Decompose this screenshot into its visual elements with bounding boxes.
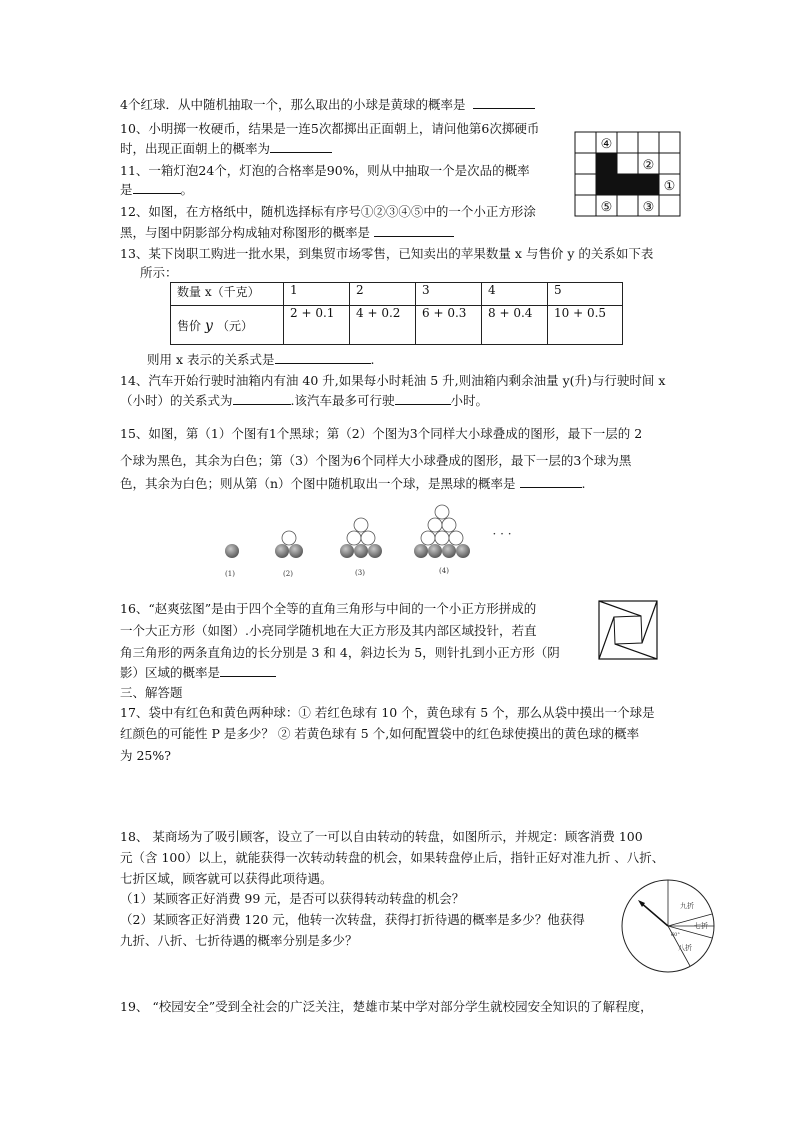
table-cell: 8 + 0.4	[482, 306, 548, 345]
white-ball	[354, 518, 368, 532]
table-cell: 4	[482, 283, 548, 306]
figure-label: (3)	[355, 569, 365, 577]
q11-line2: 是 。	[120, 182, 194, 197]
black-ball	[456, 544, 470, 558]
grid-label-1: ①	[663, 179, 676, 194]
grid-figure	[574, 131, 684, 217]
q16-line4: 影）区域的概率是	[120, 664, 276, 682]
white-ball	[361, 531, 375, 545]
black-ball	[414, 544, 428, 558]
q18-line1: 18、 某商场为了吸引顾客，设立了一可以自由转动的转盘，如图所示，并规定：顾客消费 100	[120, 829, 643, 844]
black-ball	[442, 544, 456, 558]
answer-blank[interactable]	[473, 96, 535, 109]
q10-line1: 10、小明掷一枚硬币，结果是一连5次都掷出正面朝上，请问他第6次掷硬币	[120, 121, 540, 136]
black-ball	[340, 544, 354, 558]
sector-label: 九折	[680, 902, 694, 910]
table-cell: 1	[284, 283, 350, 306]
q13-line1: 13、某下岗职工购进一批水果，到集贸市场零售，已知卖出的苹果数量 x 与售价 y 的关系如下表	[120, 246, 654, 261]
section-title: 三、解答题	[120, 685, 183, 700]
sector-label: 八折	[678, 944, 692, 952]
figure-label: (2)	[283, 570, 293, 578]
white-ball	[282, 531, 296, 545]
price-table	[170, 282, 623, 345]
table-cell: 10 + 0.5	[548, 306, 623, 345]
q10-line2: 时，出现正面朝上的概率为	[120, 140, 332, 158]
grid-label-4: ④	[600, 137, 613, 152]
zhao-shuang-diagram	[598, 600, 660, 662]
q15-line1: 15、如图，第（1）个图有1个黑球；第（2）个图为3个同样大小球叠成的图形，最下一层的 2	[120, 426, 643, 441]
answer-blank[interactable]	[275, 351, 371, 364]
table-cell: 6 + 0.3	[416, 306, 482, 345]
q17-line1: 17、袋中有红色和黄色两种球：① 若红色球有 10 个，黄色球有 5 个，那么从袋中摸出一个球是	[120, 705, 655, 720]
q18-line2: 元（含 100）以上，就能获得一次转动转盘的机会，如果转盘停止后，指针正好对准九折 、八折、	[120, 850, 665, 865]
answer-blank[interactable]	[270, 140, 332, 153]
white-ball	[347, 531, 361, 545]
q16-line3: 角三角形的两条直角边的长分别是 3 和 4，斜边长为 5，则针扎到小正方形（阴	[120, 645, 560, 660]
q16-line1: 16、“赵爽弦图”是由于四个全等的直角三角形与中间的一个小正方形拼成的	[120, 601, 537, 616]
answer-blank[interactable]	[220, 664, 276, 677]
white-ball	[435, 531, 449, 545]
table-cell: 4 + 0.2	[350, 306, 416, 345]
q15-line3: 色，其余为白色；则从第（n）个图中随机取出一个球，是黑球的概率是 .	[120, 476, 586, 491]
black-ball	[354, 544, 368, 558]
table-row-label: 售价 y （元）	[171, 306, 284, 345]
answer-blank[interactable]	[520, 475, 582, 488]
white-ball	[449, 531, 463, 545]
grid-label-2: ②	[642, 158, 655, 173]
q18-line5: （2）某顾客正好消费 120 元，他转一次转盘，获得打折待遇的概率是多少？他获得	[120, 912, 585, 927]
q12-line1: 12、如图，在方格纸中，随机选择标有序号①②③④⑤中的一个小正方形涂	[120, 204, 536, 219]
table-cell: 2 + 0.1	[284, 306, 350, 345]
table-header: 数量 x（千克）	[171, 283, 284, 306]
black-ball	[225, 544, 239, 558]
q12-line2: 黑，与图中阴影部分构成轴对称图形的概率是	[120, 224, 454, 242]
answer-blank[interactable]	[395, 392, 451, 405]
q16-line2: 一个大正方形（如图）.小亮同学随机地在大正方形及其内部区域投针，若直	[120, 623, 537, 638]
q11-line1: 11、一箱灯泡24个，灯泡的合格率是90%，则从中抽取一个是次品的概率	[120, 163, 530, 178]
black-ball	[428, 544, 442, 558]
white-ball	[442, 518, 456, 532]
grid-label-5: ⑤	[600, 200, 613, 215]
grid-label-3: ③	[642, 200, 655, 215]
black-ball	[275, 544, 289, 558]
answer-blank[interactable]	[133, 181, 181, 194]
answer-blank[interactable]	[374, 224, 454, 237]
white-ball	[435, 505, 449, 519]
stacked-balls-figure	[216, 496, 526, 584]
figure-label: (1)	[225, 570, 235, 578]
q17-line2: 红颜色的可能性 P 是多少？ ② 若黄色球有 5 个,如何配置袋中的红色球使摸出的黄色球的概率	[120, 726, 640, 741]
table-cell: 3	[416, 283, 482, 306]
q14-line1: 14、汽车开始行驶时油箱内有油 40 升,如果每小时耗油 5 升,则油箱内剩余油量 y(升)与行驶时间 x	[120, 373, 666, 388]
angle-label: 60°	[671, 932, 680, 938]
q17-line3: 为 25%?	[120, 748, 171, 763]
q19-line1: 19、 “校园安全”受到全社会的广泛关注，楚雄市某中学对部分学生就校园安全知识的了解程度，	[120, 999, 653, 1014]
q18-line6: 九折、八折、七折待遇的概率分别是多少？	[120, 933, 358, 948]
q13-line2: 所示：	[140, 265, 178, 280]
white-ball	[421, 531, 435, 545]
q9-tail: 4个红球．从中随机抽取一个，那么取出的小球是黄球的概率是	[120, 96, 535, 114]
sector-label: 七折	[694, 922, 708, 930]
black-ball	[289, 544, 303, 558]
white-ball	[428, 518, 442, 532]
q14-line2: （小时）的关系式为 .该汽车最多可行驶 小时。	[120, 393, 489, 408]
table-cell: 5	[548, 283, 623, 306]
spinner-figure	[620, 878, 716, 974]
q18-line4: （1）某顾客正好消费 99 元，是否可以获得转动转盘的机会？	[120, 891, 465, 906]
q18-line3: 七折区域，顾客就可以获得此项待遇。	[120, 871, 333, 886]
table-cell: 2	[350, 283, 416, 306]
q15-line2: 个球为黑色，其余为白色；第（3）个图为6个同样大小球叠成的图形，最下一层的3个球为黑	[120, 453, 632, 468]
q13-line3: 则用 x 表示的关系式是 .	[147, 352, 375, 367]
figure-label: (4)	[439, 567, 449, 575]
answer-blank[interactable]	[233, 392, 291, 405]
black-ball	[368, 544, 382, 558]
ellipsis: · · ·	[492, 527, 512, 541]
